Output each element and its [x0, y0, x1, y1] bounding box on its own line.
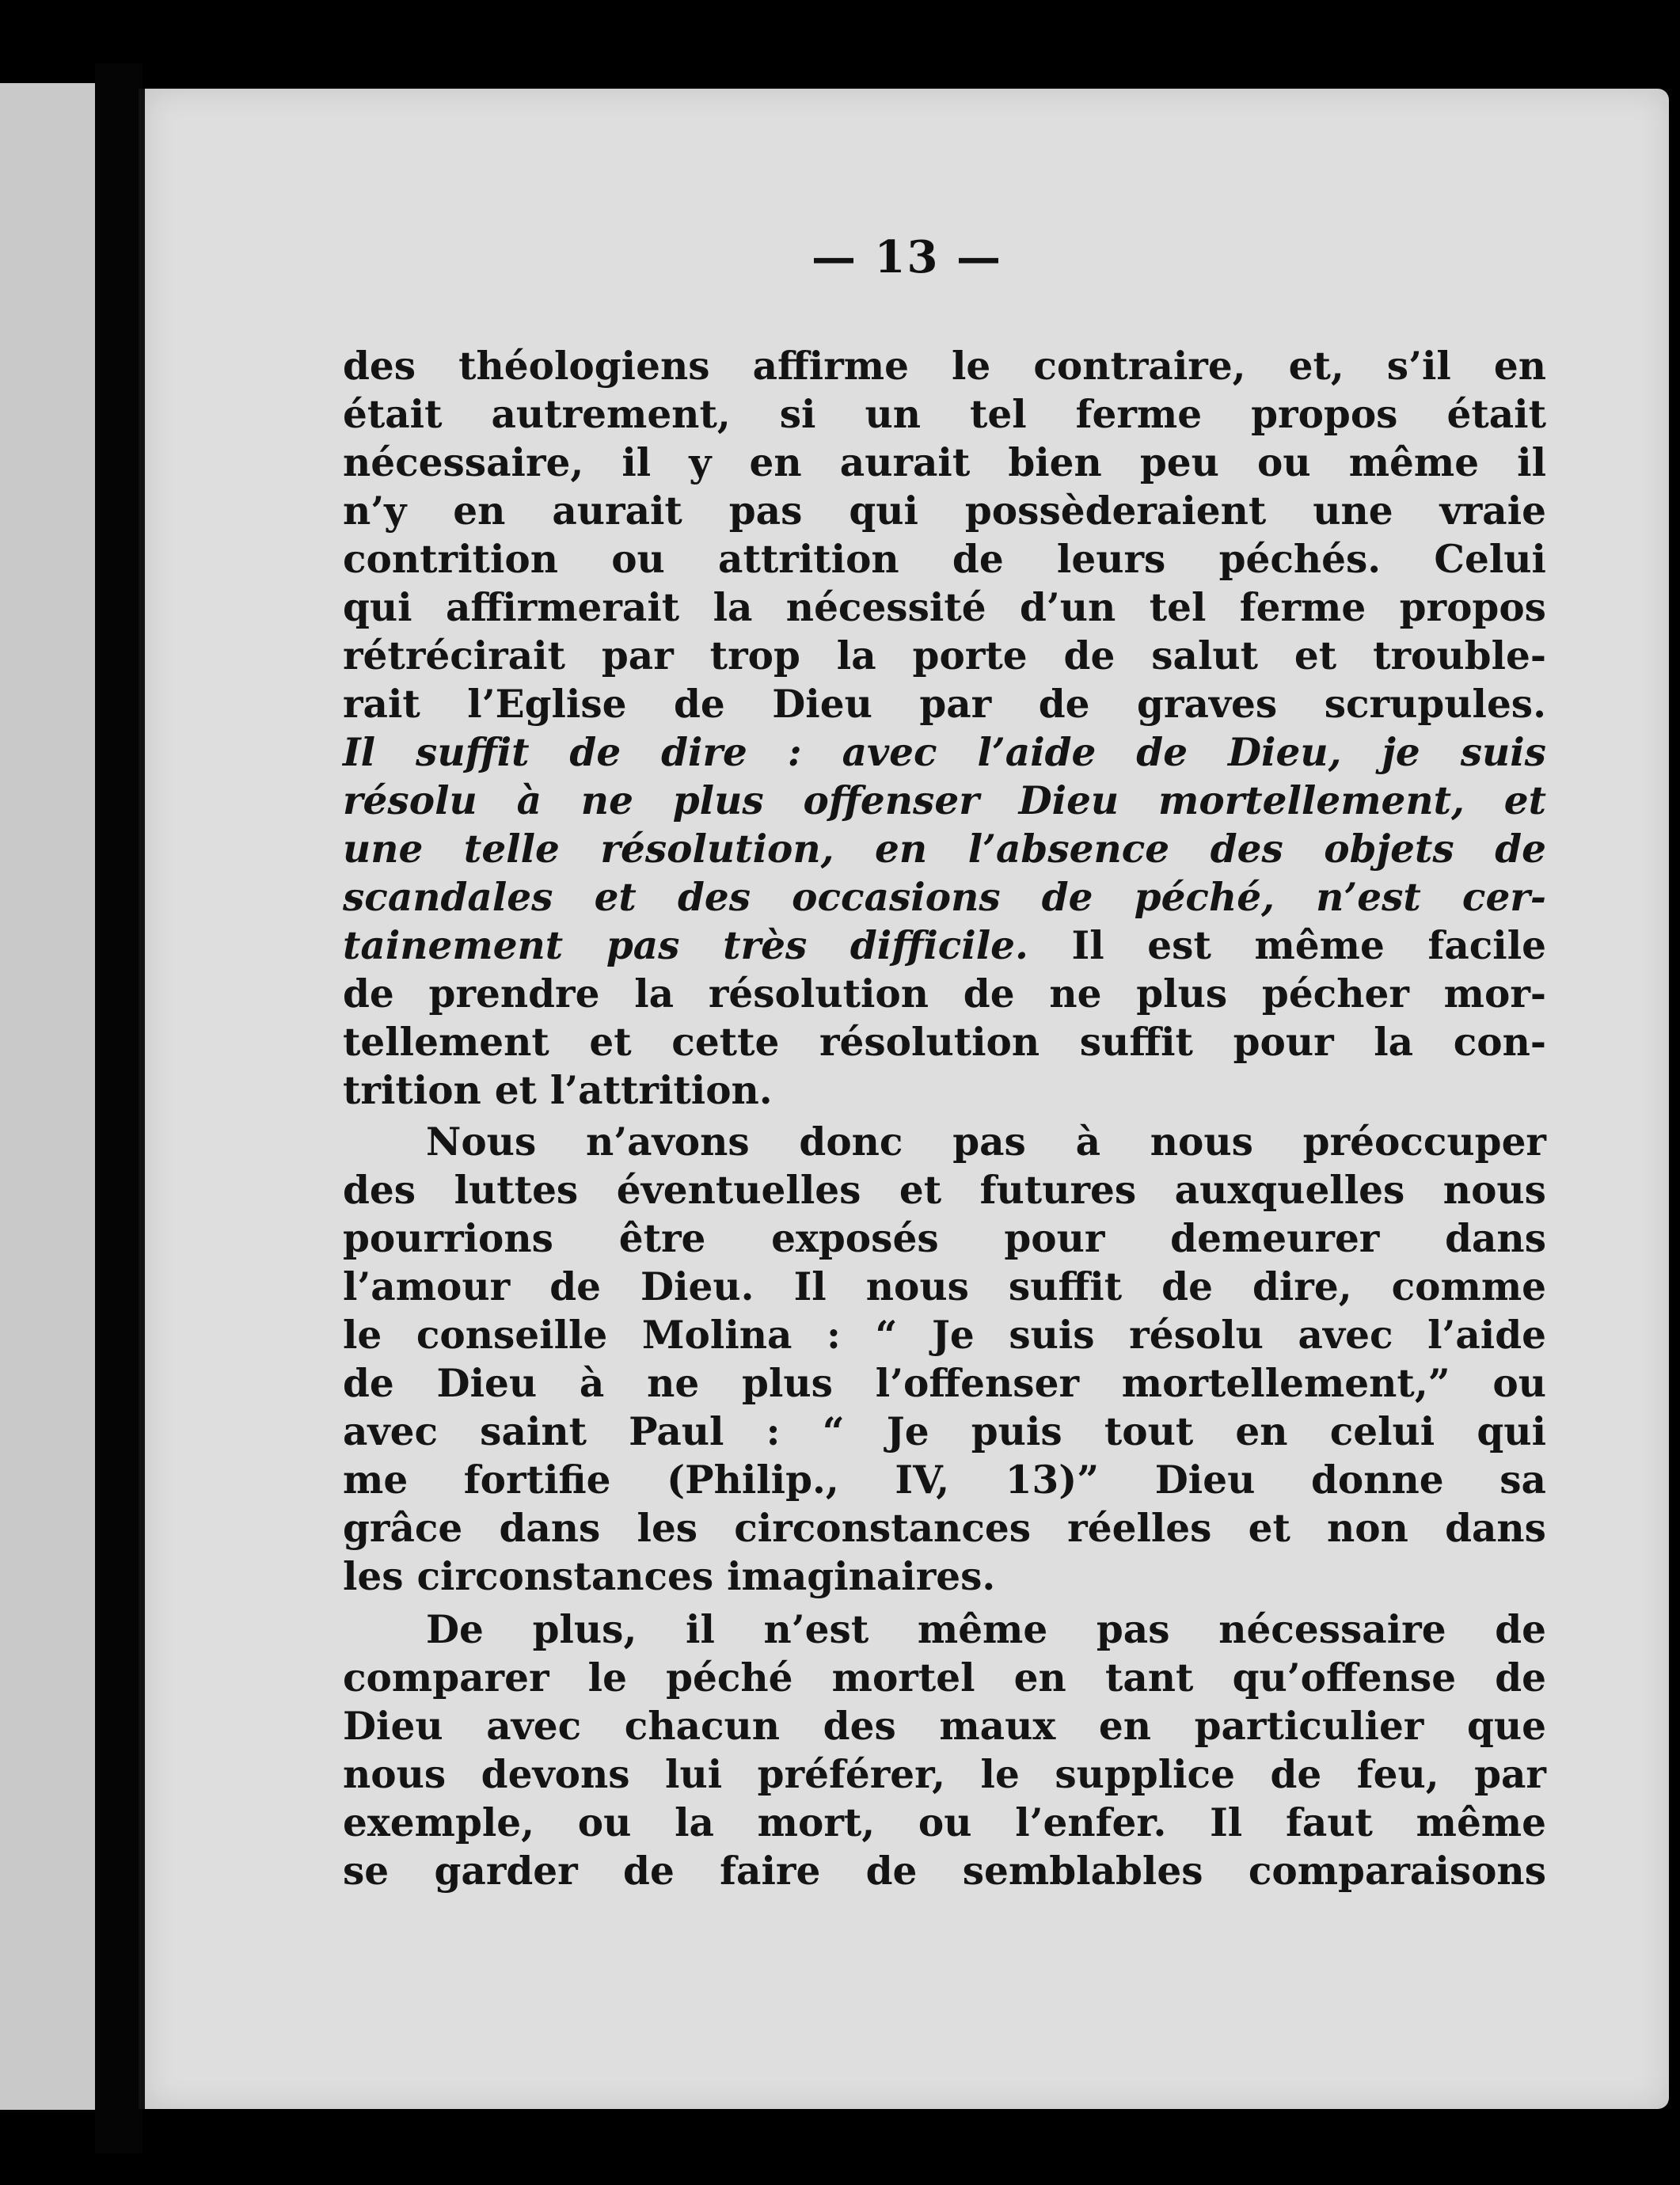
text-line: me fortifie (Philip., IV, 13)” Dieu donne sa: [343, 1457, 1546, 1503]
text-line: les circonstances imaginaires.: [343, 1554, 996, 1599]
page-number: — 13 —: [811, 231, 1002, 283]
adjacent-page-edge: [0, 83, 95, 2110]
text-line: exemple, ou la mort, ou l’enfer. Il faut même: [343, 1800, 1546, 1845]
text-line: le conseille Molina : “ Je suis résolu avec l’aide: [343, 1313, 1546, 1358]
text-line: Dieu avec chacun des maux en particulier que: [343, 1704, 1546, 1749]
text-line: nous devons lui préférer, le supplice de feu, par: [343, 1752, 1546, 1797]
paragraph-3: [343, 1606, 1546, 1895]
text-line: trition et l’attrition.: [343, 1068, 773, 1113]
text-line: qui affirmerait la nécessité d’un tel ferme propos: [343, 585, 1546, 630]
text-line: de Dieu à ne plus l’offenser mortellement,” ou: [343, 1361, 1546, 1406]
text-line: l’amour de Dieu. Il nous suffit de dire, comme: [343, 1264, 1546, 1309]
text-line: de prendre la résolution de ne plus pécher mor-: [343, 971, 1546, 1016]
text-line: des théologiens affirme le contraire, et, s’il en: [343, 344, 1546, 389]
book-gutter: [95, 63, 143, 2153]
roman-fragment: Il est même facile: [1028, 923, 1546, 968]
text-line: des luttes éventuelles et futures auxquelles nous: [343, 1168, 1546, 1213]
text-line: n’y en aurait pas qui possèderaient une vraie: [343, 488, 1546, 534]
text-line: contrition ou attrition de leurs péchés. Celui: [343, 537, 1546, 582]
text-line: comparer le péché mortel en tant qu’offense de: [343, 1655, 1546, 1700]
text-line: était autrement, si un tel ferme propos était: [343, 392, 1546, 437]
book-page: [139, 89, 1669, 2109]
text-line: De plus, il n’est même pas nécessaire de: [426, 1607, 1546, 1652]
text-line: grâce dans les circonstances réelles et non dans: [343, 1506, 1546, 1551]
text-line: se garder de faire de semblables comparaisons: [343, 1849, 1546, 1894]
italic-text-line: une telle résolution, en l’absence des objets de: [343, 826, 1546, 872]
text-line: tellement et cette résolution suffit pour la con-: [343, 1020, 1546, 1065]
italic-text-line: Il suffit de dire : avec l’aide de Dieu, je suis: [343, 730, 1546, 775]
paragraph-1: [343, 342, 1546, 1115]
italic-text-line: scandales et des occasions de péché, n’est cer-: [343, 875, 1546, 920]
text-line: pourrions être exposés pour demeurer dans: [343, 1216, 1546, 1261]
text-line: nécessaire, il y en aurait bien peu ou même il: [343, 440, 1546, 485]
text-line: rétrécirait par trop la porte de salut et trouble-: [343, 633, 1546, 678]
paragraph-2: [343, 1118, 1546, 1601]
italic-fragment: tainement pas très difficile.: [343, 923, 1028, 968]
mixed-text-line: [343, 922, 1546, 970]
italic-text-line: résolu à ne plus offenser Dieu mortellement, et: [343, 778, 1546, 823]
text-line: rait l’Eglise de Dieu par de graves scrupules.: [343, 682, 1546, 727]
text-line: avec saint Paul : “ Je puis tout en celui qui: [343, 1409, 1546, 1454]
page-body: [343, 342, 1546, 1895]
text-line: Nous n’avons donc pas à nous préoccuper: [426, 1119, 1546, 1165]
